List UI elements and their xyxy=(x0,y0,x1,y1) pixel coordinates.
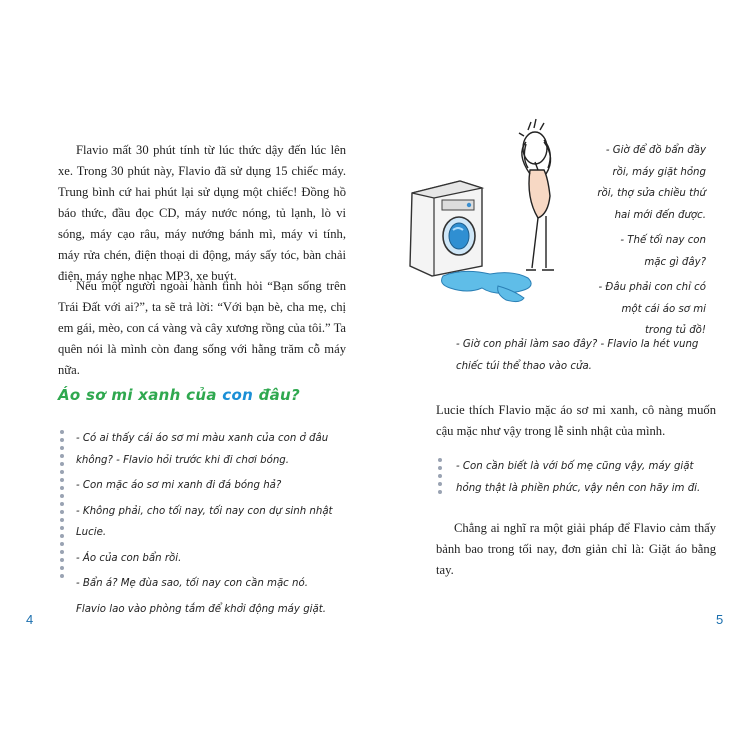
washing-machine-illustration xyxy=(398,118,598,318)
heading-part-2: con xyxy=(222,386,254,404)
dotted-margin-line-right xyxy=(438,458,442,498)
left-paragraph-2: Nếu một người ngoài hành tinh hỏi “Bạn sống trên Trái Đất với ai?”, ta sẽ trả lời: “Với bạn bè, cha mẹ, chị em gái, mèo, con cá vàng và cây xương rồng của tôi.” Ta quên nói là mình còn đang sống với hằng trăm cỗ máy nữa. xyxy=(58,279,346,377)
dialogue-line: - Giờ để đồ bẩn đầy rồi, máy giặt hỏng rồi, thợ sửa chiều thứ hai mới đến được. xyxy=(597,145,706,221)
dialogue-line: - Áo của con bẩn rồi. xyxy=(76,552,182,564)
page-number-left: 4 xyxy=(26,612,34,627)
dialogue-line: - Thế tối nay con mặc gì đây? xyxy=(620,235,706,268)
right-paragraph-1: Lucie thích Flavio mặc áo sơ mi xanh, cô nàng muốn cậu mặc như vậy trong lễ sinh nhật của mình. xyxy=(436,403,716,438)
section-heading xyxy=(58,386,300,404)
dialogue-line: - Không phải, cho tối nay, tối nay con dự sinh nhật Lucie. xyxy=(76,505,333,538)
dialogue-line: - Con mặc áo sơ mi xanh đi đá bóng hả? xyxy=(76,480,282,491)
dialogue-line: - Có ai thấy cái áo sơ mi màu xanh của con ở đâu không? - Flavio hỏi trước khi đi chơi bóng. xyxy=(76,433,329,466)
washing-machine-icon xyxy=(410,181,482,276)
dialogue-line: - Đâu phải con chỉ có một cái áo sơ mi trong tủ đồ! xyxy=(598,282,706,336)
left-paragraph-1: Flavio mất 30 phút tính từ lúc thức dậy đến lúc lên xe. Trong 30 phút này, Flavio đã sử dụng 15 chiếc máy. Trung bình cứ hai phút lại sử dụng một chiếc! Đồng hồ báo thức, đầu đọc CD, máy nước nóng, tủ lạnh, lò vi sóng, máy cạo râu, máy nướng bánh mì, máy vi tính, máy rửa chén, điện thoại di động, máy sấy tóc, bàn chải điện, máy nghe nhạc MP3, xe buýt. xyxy=(58,143,346,283)
right-quote: - Con cần biết là với bố mẹ cũng vậy, máy giặt hỏng thật là phiền phức, vậy nên con hãy im đi. xyxy=(456,461,701,494)
illustration-dialogue xyxy=(596,140,706,342)
right-dialogue-after: - Giờ con phải làm sao đây? - Flavio la hét vung chiếc túi thể thao vào cửa. xyxy=(456,339,699,372)
dialogue-line: Flavio lao vào phòng tắm để khởi động máy giặt. xyxy=(76,603,326,615)
person-figure xyxy=(519,119,554,270)
dotted-margin-line-left xyxy=(60,430,64,582)
heading-part-3: đâu? xyxy=(253,386,301,404)
page-number-right: 5 xyxy=(716,612,724,627)
heading-part-1: Áo sơ mi xanh của xyxy=(58,386,223,404)
right-paragraph-2: Chẳng ai nghĩ ra một giải pháp để Flavio cảm thấy bảnh bao trong tối nay, đơn giản chỉ là: Giặt áo bằng tay. xyxy=(436,521,716,577)
left-dialogue xyxy=(76,428,348,620)
dialogue-line: - Bẩn á? Mẹ đùa sao, tối nay con cần mặc nó. xyxy=(76,578,308,589)
